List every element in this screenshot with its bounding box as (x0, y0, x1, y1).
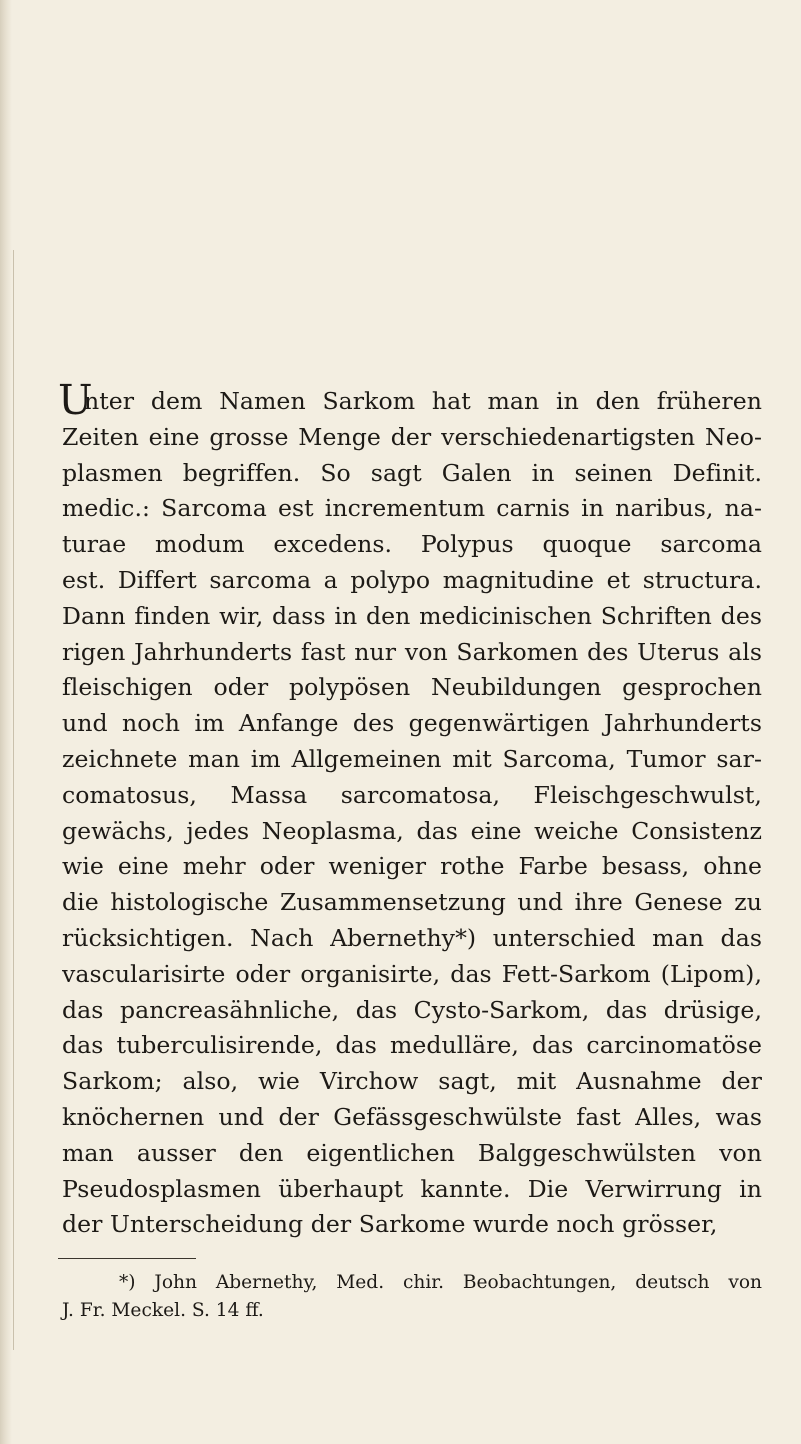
page-edge-line (13, 250, 14, 1350)
body-line-2: Zeiten eine grosse Menge der verschiedenartigsten Neo- (62, 422, 762, 451)
body-line-18: das pancreasähnliche, das Cysto-Sarkom, das drüsige, (62, 995, 762, 1024)
page-content (58, 376, 762, 1324)
body-line-1: nter dem Namen Sarkom hat man in den früheren (84, 387, 762, 415)
body-line-15: die histologische Zusammensetzung und ihre Genese zu (62, 888, 762, 917)
body-line-11: zeichnete man im Allgemeinen mit Sarcoma, Tumor sar- (62, 744, 762, 773)
body-line-16: rücksichtigen. Nach Abernethy*) unterschied man das (62, 923, 762, 952)
body-line-22: man ausser den eigentlichen Balggeschwülsten von (62, 1138, 762, 1167)
body-line-23: Pseudosplasmen überhaupt kannte. Die Verwirrung in (62, 1174, 762, 1203)
body-lines (62, 420, 762, 1243)
footnote (62, 1269, 762, 1324)
body-line-5: turae modum excedens. Polypus quoque sarcoma (62, 530, 762, 559)
body-line-20: Sarkom; also, wie Virchow sagt, mit Ausnahme der (62, 1067, 762, 1096)
page-edge-shadow (0, 0, 12, 1444)
body-line-17: vascularisirte oder organisirte, das Fett-Sarkom (Lipom), (62, 959, 762, 988)
body-line-4: medic.: Sarcoma est incrementum carnis in naribus, na- (62, 494, 762, 523)
drop-cap: U (58, 376, 93, 424)
body-line-7: Dann finden wir, dass in den medicinischen Schriften des (62, 601, 762, 630)
body-line-8: rigen Jahrhunderts fast nur von Sarkomen des Uterus als (62, 637, 762, 666)
body-text (58, 376, 762, 1243)
body-line-13: gewächs, jedes Neoplasma, das eine weiche Consistenz (62, 816, 762, 845)
body-line-19: das tuberculisirende, das medulläre, das carcinomatöse (62, 1031, 762, 1060)
body-line-10: und noch im Anfange des gegenwärtigen Jahrhunderts (62, 709, 762, 738)
body-line-6: est. Differt sarcoma a polypo magnitudine et structura. (62, 565, 762, 594)
body-line-24: der Unterscheidung der Sarkome wurde noch grösser, (62, 1210, 718, 1239)
body-line-12: comatosus, Massa sarcomatosa, Fleischgeschwulst, (62, 780, 762, 809)
body-line-3: plasmen begriffen. So sagt Galen in seinen Definit. (62, 458, 762, 487)
footnote-line-2: J. Fr. Meckel. S. 14 ff. (62, 1299, 264, 1321)
footnote-line-1: *) John Abernethy, Med. chir. Beobachtungen, deutsch von (119, 1272, 762, 1294)
body-line-14: wie eine mehr oder weniger rothe Farbe besass, ohne (62, 852, 762, 881)
footnote-separator (58, 1258, 196, 1259)
body-line-21: knöchernen und der Gefässgeschwülste fast Alles, was (62, 1102, 762, 1131)
body-line-9: fleischigen oder polypösen Neubildungen gesprochen (62, 673, 762, 702)
